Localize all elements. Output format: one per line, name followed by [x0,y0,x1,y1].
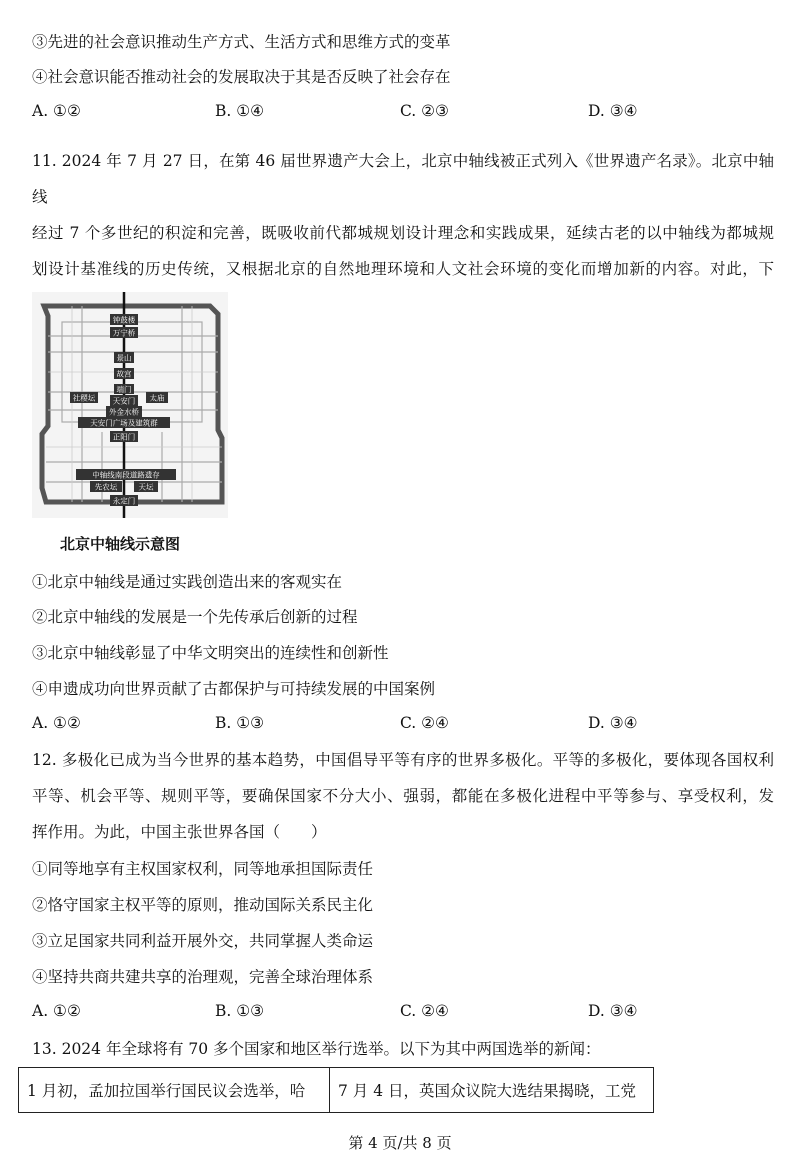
map-label: 社稷坛 [72,393,96,403]
q12-statement-4: ④坚持共商共建共享的治理观，完善全球治理体系 [32,968,374,986]
map-label: 正阳门 [112,432,136,442]
map-label: 景山 [116,353,132,363]
q12-stem-line: 平等、机会平等、规则平等，要确保国家不分大小、强弱，都能在多极化进程中平等参与、享受权利，发 [32,787,774,805]
map-label: 钟鼓楼 [112,315,136,325]
map-label: 天安门 [112,396,136,406]
q12-option-b: B. ①③ [215,1002,265,1020]
page-footer: 第 4 页/共 8 页 [348,1134,452,1152]
q11-statement-4: ④申遗成功向世界贡献了古都保护与可持续发展的中国案例 [32,680,436,698]
map-label: 天安门广场及建筑群 [90,418,158,428]
q10-statement-3: ③先进的社会意识推动生产方式、生活方式和思维方式的变革 [32,33,451,51]
q11-option-b: B. ①③ [215,714,265,732]
q11-statement-3: ③北京中轴线彰显了中华文明突出的连续性和创新性 [32,644,389,662]
news-cell-uk: 7 月 4 日，英国众议院大选结果揭晓，工党 [330,1068,654,1113]
map-label: 天坛 [138,482,154,492]
q11-stem-line: 11. 2024 年 7 月 27 日，在第 46 届世界遗产大会上，北京中轴线被正式列入《世界遗产名录》。北京中轴线 [32,152,774,206]
q12-stem [32,742,774,850]
map-graphic [32,292,228,518]
q11-statement-2: ②北京中轴线的发展是一个先传承后创新的过程 [32,608,358,626]
q12-stem-line: 12. 多极化已成为当今世界的基本趋势，中国倡导平等有序的世界多极化。平等的多极化，要体现各国权利 [32,751,774,769]
q11-option-c: C. ②④ [400,714,449,732]
q12-statement-1: ①同等地享有主权国家权利，同等地承担国际责任 [32,860,374,878]
q10-option-a: A. ①② [32,102,81,120]
q12-statement-3: ③立足国家共同利益开展外交，共同掌握人类命运 [32,932,374,950]
q10-statement-4: ④社会意识能否推动社会的发展取决于其是否反映了社会存在 [32,68,451,86]
q12-option-d: D. ③④ [588,1002,638,1020]
q12-option-c: C. ②④ [400,1002,449,1020]
q12-statement-2: ②恪守国家主权平等的原则，推动国际关系民主化 [32,896,374,914]
q11-stem-line: 划设计基准线的历史传统，又根据北京的自然地理环境和人文社会环境的变化而增加新的内容。对此，下 [32,260,774,278]
map-label: 端门 [116,385,132,394]
map-label: 中轴线南段道路遗存 [92,470,160,480]
q11-statement-1: ①北京中轴线是通过实践创造出来的客观实在 [32,573,343,591]
map-label: 先农坛 [94,482,118,492]
q10-option-d: D. ③④ [588,102,638,120]
q13-news-table [18,1067,654,1113]
q13-stem: 13. 2024 年全球将有 70 多个国家和地区举行选举。以下为其中两国选举的新闻： [32,1040,601,1058]
q11-option-a: A. ①② [32,714,81,732]
map-label: 永定门 [112,496,136,506]
q10-option-b: B. ①④ [215,102,265,120]
map-label: 故宫 [116,369,132,379]
q12-option-a: A. ①② [32,1002,81,1020]
map-label: 太庙 [149,393,165,403]
q11-stem-line: 经过 7 个多世纪的积淀和完善，既吸收前代都城规划设计理念和实践成果，延续古老的以中轴线为都城规 [32,224,774,242]
q10-option-c: C. ②③ [400,102,449,120]
news-cell-bangladesh: 1 月初，孟加拉国举行国民议会选举，哈 [19,1068,330,1113]
map-label: 万宁桥 [112,328,136,338]
q11-option-d: D. ③④ [588,714,638,732]
map-caption: 北京中轴线示意图 [60,535,181,553]
table-row [19,1068,654,1113]
beijing-axis-map [32,292,228,518]
map-label: 外金水桥 [109,407,139,417]
q12-stem-line: 挥作用。为此，中国主张世界各国（ ） [32,823,327,841]
